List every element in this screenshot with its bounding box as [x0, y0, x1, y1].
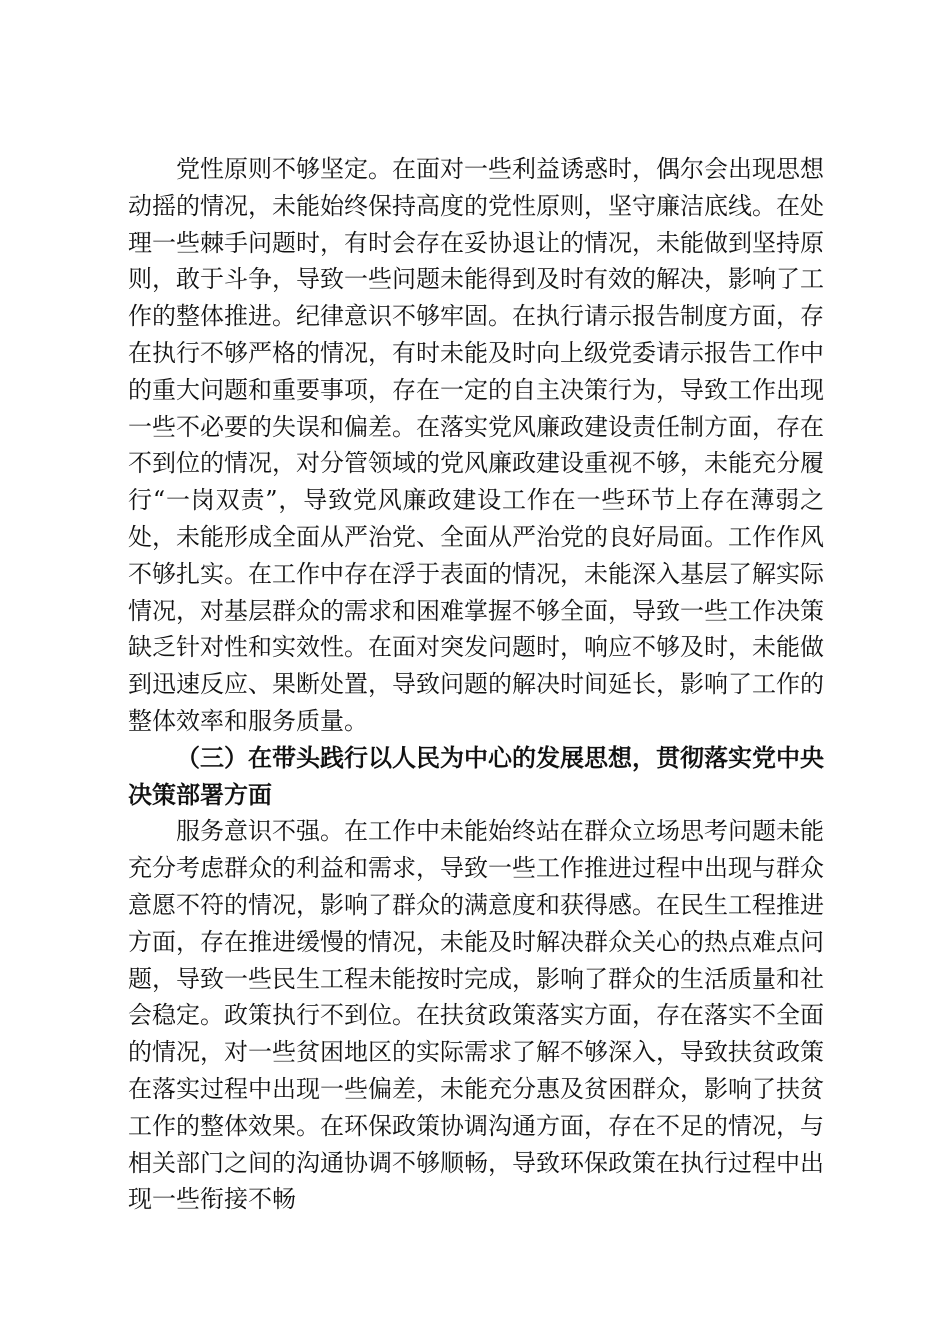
section-heading-3: （三）在带头践行以人民为中心的发展思想，贯彻落实党中央决策部署方面	[128, 742, 824, 809]
body-paragraph-service-awareness: 服务意识不强。在工作中未能始终站在群众立场思考问题未能充分考虑群众的利益和需求，导致一些工作推进过程中出现与群众意愿不符的情况，影响了群众的满意度和获得感。在民生工程推进方面，存在推进缓慢的情况，未能及时解决群众关心的热点难点问题，导致一些民生工程未能按时完成，影响了群众的生活质量和社会稳定。政策执行不到位。在扶贫政策落实方面，存在落实不全面的情况，对一些贫困地区的实际需求了解不够深入，导致扶贫政策在落实过程中出现一些偏差，未能充分惠及贫困群众，影响了扶贫工作的整体效果。在环保政策协调沟通方面，存在不足的情况，与相关部门之间的沟通协调不够顺畅，导致环保政策在执行过程中出现一些衔接不畅	[128, 817, 824, 1214]
body-paragraph-party-discipline: 党性原则不够坚定。在面对一些利益诱惑时，偶尔会出现思想动摇的情况，未能始终保持高度的党性原则，坚守廉洁底线。在处理一些棘手问题时，有时会存在妥协退让的情况，未能做到坚持原则，敢于斗争，导致一些问题未能得到及时有效的解决，影响了工作的整体推进。纪律意识不够牢固。在执行请示报告制度方面，存在执行不够严格的情况，有时未能及时向上级党委请示报告工作中的重大问题和重要事项，存在一定的自主决策行为，导致工作出现一些不必要的失误和偏差。在落实党风廉政建设责任制方面，存在不到位的情况，对分管领域的党风廉政建设重视不够，未能充分履行“一岗双责”，导致党风廉政建设工作在一些环节上存在薄弱之处，未能形成全面从严治党、全面从严治党的良好局面。工作作风不够扎实。在工作中存在浮于表面的情况，未能深入基层了解实际情况，对基层群众的需求和困难掌握不够全面，导致一些工作决策缺乏针对性和实效性。在面对突发问题时，响应不够及时，未能做到迅速反应、果断处置，导致问题的解决时间延长，影响了工作的整体效率和服务质量。	[128, 155, 824, 735]
document-body	[128, 151, 824, 1218]
